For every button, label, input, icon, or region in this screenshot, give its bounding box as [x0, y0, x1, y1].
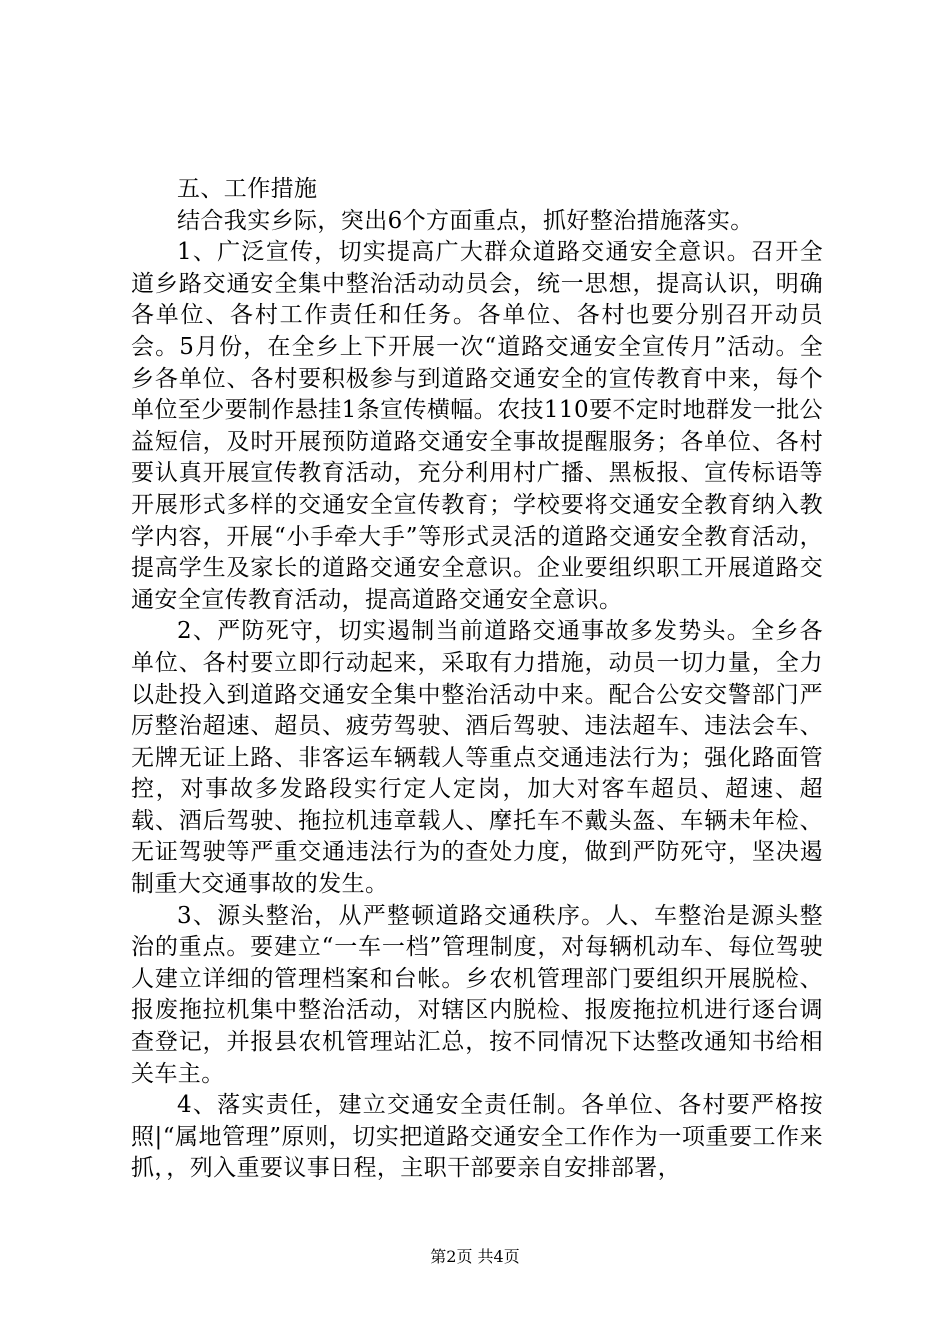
measure-3-paragraph: 3、源头整治，从严整顿道路交通秩序。人、车整治是源头整治的重点。要建立“一车一档”管理制度，对每辆机动车、每位驾驶人建立详细的管理档案和台帐。乡农机管理部门要组织开展脱检、报废拖拉机集中整治活动，对辖区内脱检、报废拖拉机进行逐台调查登记，并报县农机管理站汇总，按不同情况下达整改通知书给相关车主。 [131, 902, 823, 1087]
intro-paragraph: 结合我实乡际，突出6个方面重点，抓好整治措施落实。 [177, 207, 754, 234]
measure-2-paragraph: 2、严防死守，切实遏制当前道路交通事故多发势头。全乡各单位、各村要立即行动起来，采取有力措施，动员一切力量，全力以赴投入到道路交通安全集中整治活动中来。配合公安交警部门严厉整治超速、超员、疲劳驾驶、酒后驾驶、违法超车、违法会车、无牌无证上路、非客运车辆载人等重点交通违法行为；强化路面管控，对事故多发路段实行定人定岗，加大对客车超员、超速、超载、酒后驾驶、拖拉机违章载人、摩托车不戴头盔、车辆未年检、无证驾驶等严重交通违法行为的查处力度，做到严防死守，坚决遏制重大交通事故的发生。 [131, 618, 823, 898]
page-number-footer: 第2页 共4页 [430, 1247, 520, 1266]
document-body [131, 174, 823, 1185]
section-heading: 五、工作措施 [177, 176, 318, 202]
measure-4-paragraph: 4、落实责任，建立交通安全责任制。各单位、各村要严格按照|“属地管理”原则，切实把道路交通安全工作作为一项重要工作来抓，，列入重要议事日程，主职干部要亲自安排部署， [131, 1092, 823, 1182]
measure-1-paragraph: 1、广泛宣传，切实提高广大群众道路交通安全意识。召开全道乡路交通安全集中整治活动动员会，统一思想，提高认识，明确各单位、各村工作责任和任务。各单位、各村也要分别召开动员会。5月份，在全乡上下开展一次“道路交通安全宣传月”活动。全乡各单位、各村要积极参与到道路交通安全的宣传教育中来，每个单位至少要制作悬挂1条宣传横幅。农技110要不定时地群发一批公益短信，及时开展预防道路交通安全事故提醒服务；各单位、各村要认真开展宣传教育活动，充分利用村广播、黑板报、宣传标语等开展形式多样的交通安全宣传教育；学校要将交通安全教育纳入教学内容，开展“小手牵大手”等形式灵活的道路交通安全教育活动，提高学生及家长的道路交通安全意识。企业要组织职工开展道路交通安全宣传教育活动，提高道路交通安全意识。 [131, 239, 823, 613]
